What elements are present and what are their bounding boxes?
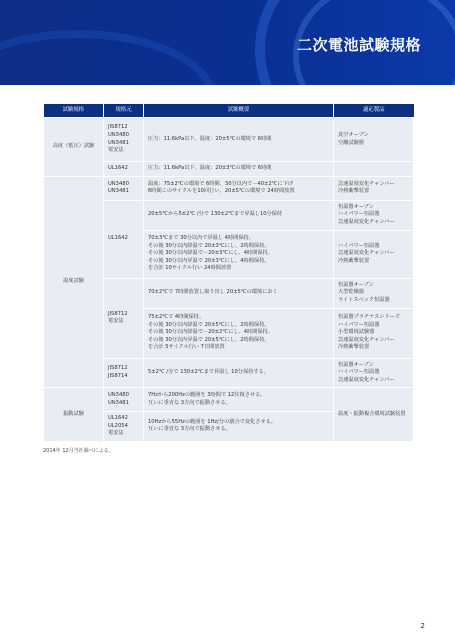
page-title: 二次電池試験規格 bbox=[296, 36, 421, 54]
equipment-cell: 恒温器オーブン ハイパワー恒温器 急速温度変化チャンバー bbox=[334, 358, 414, 388]
battery-test-spec-table bbox=[43, 104, 414, 442]
overview-cell: 70±3℃まで 30分以内で昇温し 4時間保持。 その後 30分以内降温で 20±3℃にし、2時間保持。 その後 30分以内降温で－20±3℃にし、4時間保持。 その後 30分以内昇温で 20±3℃にし、4時間保持。 を合計 10サイクル行い 24時間放置 bbox=[144, 230, 334, 278]
column-header-standard: 規格元 bbox=[104, 104, 144, 118]
standard-cell: UL1642 UL2054 電安法 bbox=[104, 412, 144, 442]
equipment-cell: 恒温器オーブン ハイパワー恒温器 急速温度変化チャンバー bbox=[334, 200, 414, 230]
overview-cell: 20±5℃から5±2℃ /分で 130±2℃まで昇温し10分保持 bbox=[144, 200, 334, 230]
overview-cell: 温度：75±2℃の環境で 6時間、30分以内で－40±2℃に下げ 6時間このサイクルを10回行い、20±5℃の環境で 24時間放置 bbox=[144, 176, 334, 200]
standard-cell: UN3480 UN3481 bbox=[104, 388, 144, 412]
column-header-test: 試験規格 bbox=[44, 104, 104, 118]
header-banner bbox=[0, 0, 455, 85]
table-row bbox=[44, 388, 414, 412]
table-row bbox=[44, 176, 414, 200]
overview-cell: 7Hzから200Hzの範囲を 3時間で 12往復させる。 互いに垂直な 3方向で振動させる。 bbox=[144, 388, 334, 412]
standard-cell: UN3480 UN3481 bbox=[104, 176, 144, 200]
equipment-cell bbox=[334, 162, 414, 177]
overview-cell: 圧力：11.6kPa以下、温度：20±5℃の環境で 6時間 bbox=[144, 118, 334, 162]
banner-decoration bbox=[0, 30, 216, 85]
standard-cell: UL1642 bbox=[104, 162, 144, 177]
equipment-cell: ハイパワー恒温器 急速温度変化チャンバー 冷熱衝撃装置 bbox=[334, 230, 414, 278]
equipment-cell: 急速温度変化チャンバー 冷熱衝撃装置 bbox=[334, 176, 414, 200]
page-number: 2 bbox=[420, 622, 425, 630]
overview-cell: 70±2℃で 7時間放置し取り出し 20±5℃の環境におく bbox=[144, 278, 334, 308]
table-header-row bbox=[44, 104, 414, 118]
standard-cell: JIS8712 UN3480 UN3481 電安法 bbox=[104, 118, 144, 162]
standard-cell: UL1642 bbox=[104, 200, 144, 278]
equipment-cell: 温度・振動複合環境試験装置 bbox=[334, 388, 414, 442]
equipment-cell: 恒温器オーブン 大型乾燥器 ライトスペック恒温器 bbox=[334, 278, 414, 308]
equipment-cell: 恒温器プラチナスシリーズ ハイパワー恒温器 小型環境試験器 急速温度変化チャンバー 冷熱衝撃装置 bbox=[334, 308, 414, 358]
column-header-equipment: 適応製品 bbox=[334, 104, 414, 118]
table-row bbox=[44, 118, 414, 162]
equipment-cell: 真空オーブン 空離試験器 bbox=[334, 118, 414, 162]
overview-cell: 圧力：11.6kPa以下、温度：20±3℃の環境で 6時間 bbox=[144, 162, 334, 177]
test-name-cell: 温度試験 bbox=[44, 176, 104, 388]
standard-cell: JIS8712 電安法 bbox=[104, 278, 144, 358]
column-header-overview: 試験概要 bbox=[144, 104, 334, 118]
standard-cell: JIS8712 JIS8714 bbox=[104, 358, 144, 388]
overview-cell: 5±2℃ /分で 130±2℃まで昇温し 10分保持する。 bbox=[144, 358, 334, 388]
test-name-cell: 振動試験 bbox=[44, 388, 104, 442]
footnote: 2014年 12月当社調べによる。 bbox=[43, 448, 114, 454]
test-name-cell: 高度（低圧）試験 bbox=[44, 118, 104, 177]
overview-cell: 75±2℃で 4時間保持。 その後 30分以内降温で 20±5℃にし、2時間保持。 その後 30分以内降温で－20±2℃にし、4時間保持。 その後 30分以内昇温で 20±5℃にし、2時間保持。 を合計 5サイクル行い 7日間放置 bbox=[144, 308, 334, 358]
overview-cell: 10Hzから55Hzの範囲を 1Hz/分の割合で変化させる。 互いに垂直な 3方向で振動させる。 bbox=[144, 412, 334, 442]
